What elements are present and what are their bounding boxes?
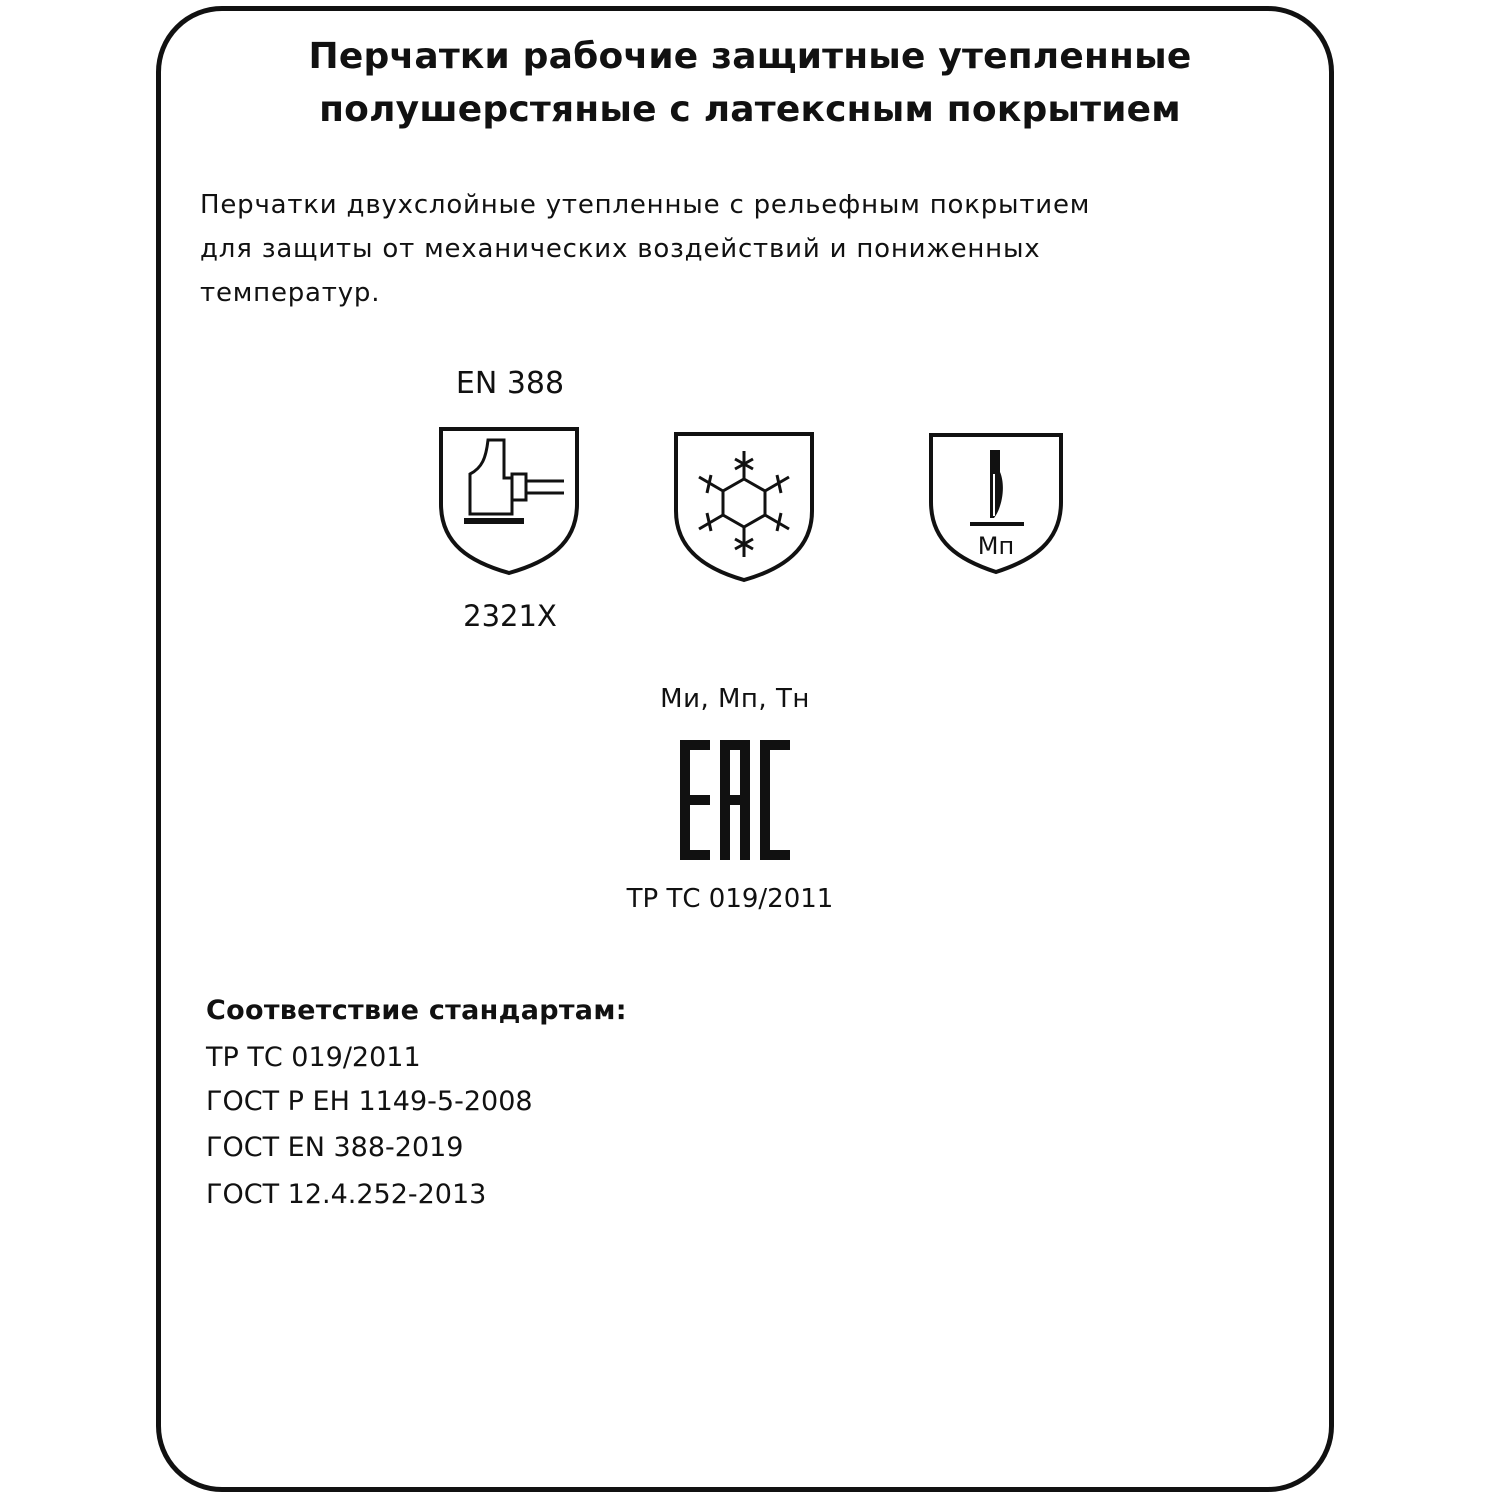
standards-item: ГОСТ 12.4.252-2013	[206, 1179, 487, 1210]
snowflake-shield-icon	[673, 431, 815, 583]
title-line-1: Перчатки рабочие защитные утепленные	[308, 36, 1192, 77]
title-line-2: полушерстяные с латексным покрытием	[319, 89, 1181, 130]
intro-text	[200, 183, 1250, 315]
en388-rating: 2321X	[463, 599, 557, 633]
standards-heading: Соответствие стандартам:	[206, 995, 627, 1026]
standards-item: ГОСТ Р ЕН 1149-5-2008	[206, 1086, 533, 1117]
eac-protection-codes: Ми, Мп, Тн	[660, 684, 810, 714]
hammer-glove-shield-icon	[438, 426, 580, 576]
en388-label: EN 388	[455, 366, 565, 401]
intro-line-3: температур.	[200, 278, 381, 308]
eac-regulation: ТР ТС 019/2011	[626, 884, 834, 914]
standards-item: ГОСТ EN 388-2019	[206, 1132, 464, 1163]
page-title	[230, 30, 1270, 136]
standards-item: ТР ТС 019/2011	[206, 1042, 421, 1073]
eac-logo	[680, 740, 792, 860]
intro-line-2: для защиты от механических воздействий и пониженных	[200, 234, 1041, 264]
knife-shield-label: Мп	[977, 532, 1015, 560]
knife-shield-icon	[928, 432, 1064, 575]
intro-line-1: Перчатки двухслойные утепленные с рельефным покрытием	[200, 190, 1091, 220]
